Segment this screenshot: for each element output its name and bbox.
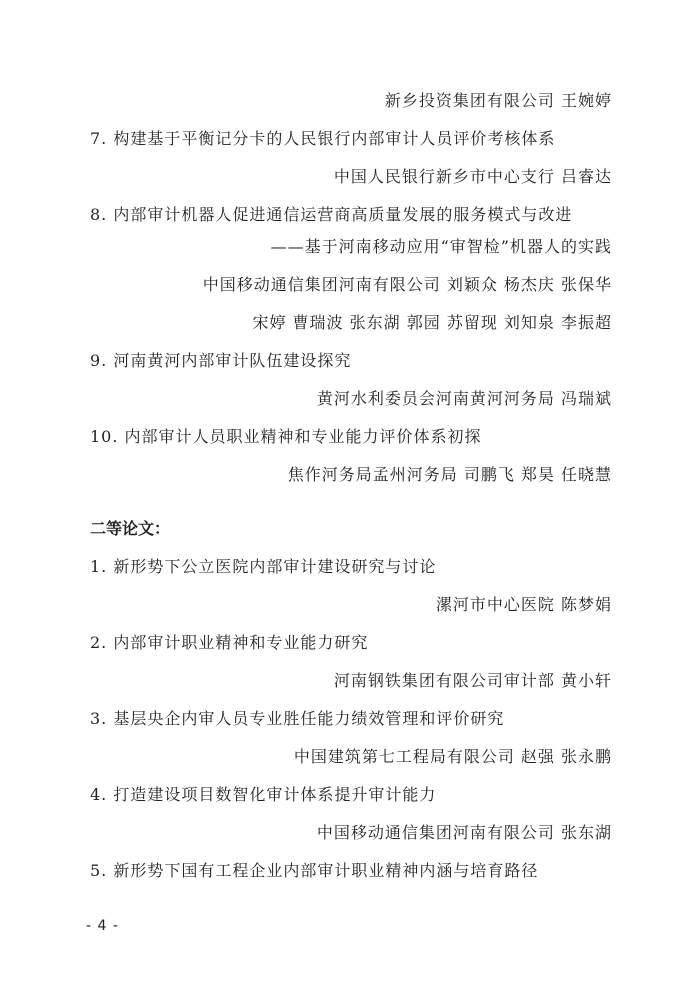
paper-subtitle: ——基于河南移动应用“审智检”机器人的实践: [270, 237, 612, 256]
paper-title: 5. 新形势下国有工程企业内部审计职业精神内涵与培育路径: [90, 861, 539, 880]
paper-title: 8. 内部审计机器人促进通信运营商高质量发展的服务模式与改进: [90, 205, 573, 224]
section-heading: 二等论文：: [90, 519, 171, 538]
author-line: 河南钢铁集团有限公司审计部 黄小轩: [333, 671, 612, 690]
author-line: 宋婷 曹瑞波 张东湖 郭园 苏留现 刘知泉 李振超: [252, 313, 612, 332]
author-line: 中国移动通信集团河南有限公司 张东湖: [316, 823, 612, 842]
paper-title: 1. 新形势下公立医院内部审计建设研究与讨论: [90, 557, 437, 576]
author-line: 漯河市中心医院 陈梦娟: [435, 595, 612, 614]
paper-title: 7. 构建基于平衡记分卡的人民银行内部审计人员评价考核体系: [90, 129, 556, 148]
author-line: 中国移动通信集团河南有限公司 刘颖众 杨杰庆 张保华: [202, 275, 612, 294]
paper-title: 4. 打造建设项目数智化审计体系提升审计能力: [90, 785, 437, 804]
paper-title: 10. 内部审计人员职业精神和专业能力评价体系初探: [90, 427, 482, 446]
author-line: 中国建筑第七工程局有限公司 赵强 张永鹏: [293, 747, 612, 766]
paper-title: 2. 内部审计职业精神和专业能力研究: [90, 633, 369, 652]
author-line: 新乡投资集团有限公司 王婉婷: [384, 91, 612, 110]
paper-title: 3. 基层央企内审人员专业胜任能力绩效管理和评价研究: [90, 709, 505, 728]
author-line: 焦作河务局孟州河务局 司鹏飞 郑昊 任晓慧: [287, 465, 612, 484]
paper-title: 9. 河南黄河内部审计队伍建设探究: [90, 351, 352, 370]
author-line: 黄河水利委员会河南黄河河务局 冯瑞斌: [316, 389, 612, 408]
page-number: - 4 -: [86, 918, 119, 934]
author-line: 中国人民银行新乡市中心支行 吕睿达: [333, 167, 612, 186]
